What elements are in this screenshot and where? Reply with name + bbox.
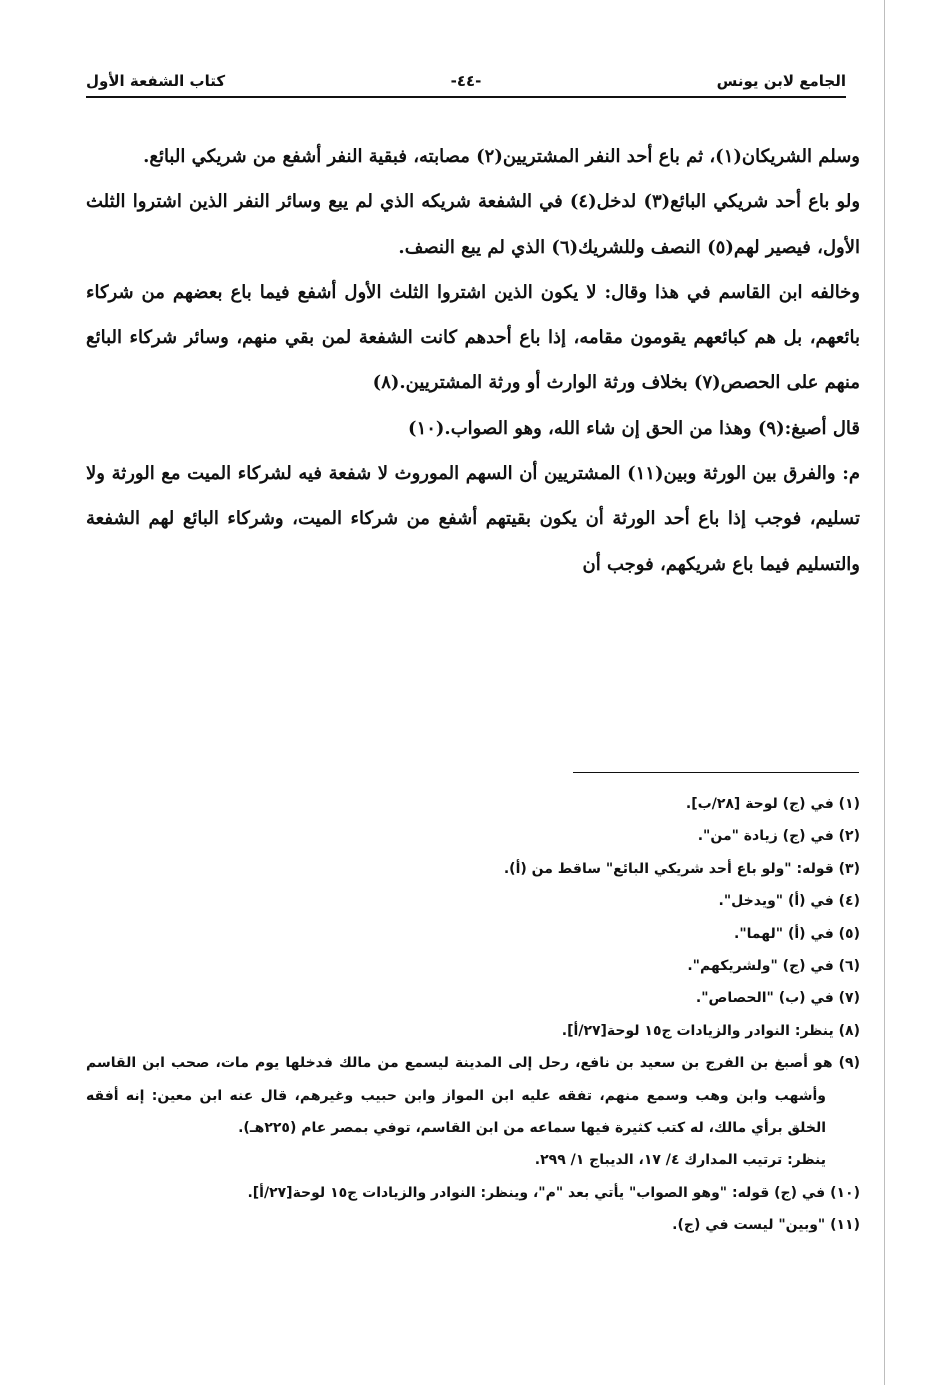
- footnote: (٣) قوله: "ولو باع أحد شريكي البائع" ساقط من (أ).: [503, 860, 860, 877]
- page-header: [86, 70, 846, 94]
- footnote: (٥) في (أ) "لهما".: [734, 925, 860, 942]
- header-chapter-title: كتاب الشفعة الأول: [86, 72, 226, 90]
- footnote: (١) في (ج) لوحة [٢٨/ب].: [685, 796, 860, 812]
- footnote-reference: ينظر: ترتيب المدارك ٤/ ١٧، الديباج ١/ ٢٩٩.: [534, 1152, 826, 1169]
- header-rule: [86, 96, 846, 98]
- footnote: (٢) في (ج) زيادة "من".: [697, 828, 860, 845]
- paragraph: قال أصبغ:(٩) وهذا من الحق إن شاء الله، وهو الصواب.(١٠): [408, 417, 860, 439]
- footnote-separator: [573, 772, 859, 773]
- footnote: (٦) في (ج) "ولشريكهم".: [687, 958, 860, 975]
- paragraph: م: والفرق بين الورثة وبين(١١) المشتريين أن السهم الموروث لا شفعة فيه لشركاء الميت مع الورثة ولا تسليم، فوجب إذا باع أحد الورثة أن يكون بقيتهم أشفع من شركاء الميت، وشركاء البائع لهم الشفعة والتسليم فيما باع شريكهم، فوجب أن: [86, 463, 861, 575]
- page-edge-line: [884, 0, 885, 1385]
- footnote: (١٠) في (ج) قوله: "وهو الصواب" يأتي بعد "م"، وينظر: النوادر والزيادات ج١٥ لوحة[٢٧/أ].: [247, 1184, 860, 1201]
- paragraph: وسلم الشريكان(١)، ثم باع أحد النفر المشتريين(٢) مصابته، فبقية النفر أشفع من شريكي البائع.: [143, 146, 860, 167]
- footnote: (٨) ينظر: النوادر والزيادات ج١٥ لوحة[٢٧/أ].: [561, 1022, 860, 1039]
- main-text: [86, 134, 860, 587]
- footnote: (٤) في (أ) "ويدخل".: [718, 893, 860, 910]
- header-book-title: الجامع لابن يونس: [716, 72, 846, 90]
- paragraph: وخالفه ابن القاسم في هذا وقال: لا يكون الذين اشتروا الثلث الأول أشفع فيما باع بعضهم من شركاء بائعهم، بل هم كبائعهم يقومون مقامه، إذا باع أحدهم كانت الشفعة لمن بقي منهم، وسائر شركاء البائع منهم على الحصص(٧) بخلاف ورثة الوارث أو ورثة المشتريين.(٨): [86, 281, 860, 394]
- footnotes: [86, 788, 860, 1242]
- paragraph: ولو باع أحد شريكي البائع(٣) لدخل(٤) في الشفعة شريكه الذي لم يبع وسائر النفر الذين اشتروا الثلث الأول، فيصير لهم(٥) النصف وللشريك(٦) الذي لم يبع النصف.: [86, 191, 861, 258]
- footnote: (١١) "وبين" ليست في (ج).: [672, 1217, 860, 1234]
- footnote: (٧) في (ب) "الحصاص".: [695, 990, 860, 1007]
- page-number: -٤٤-: [450, 72, 482, 90]
- footnote: (٩) هو أصبغ بن الفرج بن سعيد بن نافع، رحل إلى المدينة ليسمع من مالك فدخلها يوم مات، صحب ابن القاسم وأشهب وابن وهب وسمع منهم، تفقه عليه ابن المواز وابن حبيب وغيرهم، قال عنه ابن معين: إنه أفقه الخلق برأي مالك، له كتب كثيرة فيها سماعه من ابن القاسم، توفي بمصر عام (٢٢٥هـ).: [86, 1055, 860, 1137]
